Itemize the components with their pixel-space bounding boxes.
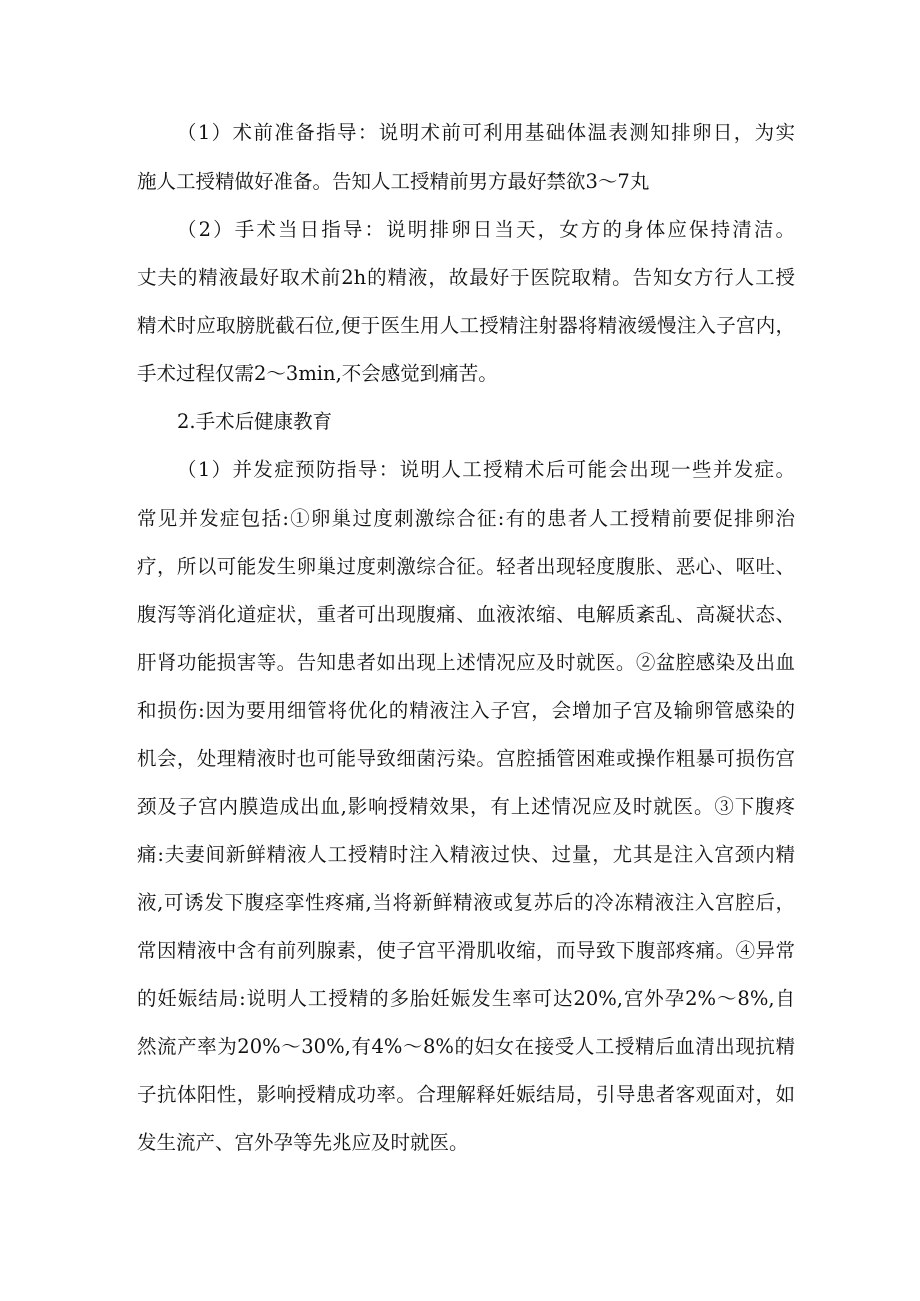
paragraph-complications-line: 和损伤:因为要用细管将优化的精液注入子宫，会增加子宫及输卵管感染的 [137, 699, 795, 722]
paragraph-complications-line: 颈及子宫内膜造成出血,影响授精效果，有上述情况应及时就医。③下腹疼 [137, 795, 795, 818]
paragraph-complications-line: 疗，所以可能发生卵巢过度刺激综合征。轻者出现轻度腹胀、恶心、呕吐、 [137, 555, 795, 578]
paragraph-surgery-day-line: （2）手术当日指导：说明排卵日当天，女方的身体应保持清洁。 [177, 218, 795, 241]
paragraph-surgery-day-line: 丈夫的精液最好取术前2h的精液，故最好于医院取精。告知女方行人工授 [137, 266, 795, 289]
paragraph-preop-line: 施人工授精做好准备。告知人工授精前男方最好禁欲3～7丸 [137, 170, 650, 193]
paragraph-complications-line: 发生流产、宫外孕等先兆应及时就医。 [137, 1131, 469, 1154]
paragraph-complications-line: 常见并发症包括:①卵巢过度刺激综合征:有的患者人工授精前要促排卵治 [137, 507, 795, 530]
paragraph-complications-line: 肝肾功能损害等。告知患者如出现上述情况应及时就医。②盆腔感染及出血 [137, 651, 795, 674]
paragraph-complications-line: 机会，处理精液时也可能导致细菌污染。宫腔插管困难或操作粗暴可损伤宫 [137, 747, 795, 770]
paragraph-complications-line: 痛:夫妻间新鲜精液人工授精时注入精液过快、过量，尤其是注入宫颈内精 [137, 843, 795, 866]
paragraph-complications-line: 腹泻等消化道症状，重者可出现腹痛、血液浓缩、电解质紊乱、高凝状态、 [137, 603, 795, 626]
paragraph-preop-line: （1）术前准备指导：说明术前可利用基础体温表测知排卵日，为实 [177, 121, 795, 144]
paragraph-complications-line: 的妊娠结局:说明人工授精的多胎妊娠发生率可达20%,宫外孕2%～8%,自 [137, 987, 795, 1010]
paragraph-complications-line: 子抗体阳性，影响授精成功率。合理解释妊娠结局，引导患者客观面对，如 [137, 1083, 795, 1106]
section-heading-postop: 2.手术后健康教育 [177, 410, 333, 433]
paragraph-complications-line: 液,可诱发下腹痉挛性疼痛,当将新鲜精液或复苏后的冷冻精液注入宫腔后， [137, 891, 795, 914]
paragraph-complications-line: （1）并发症预防指导：说明人工授精术后可能会出现一些并发症。 [177, 458, 795, 481]
paragraph-complications-line: 常因精液中含有前列腺素，使子宫平滑肌收缩，而导致下腹部疼痛。④异常 [137, 939, 795, 962]
paragraph-surgery-day-line: 精术时应取膀胱截石位,便于医生用人工授精注射器将精液缓慢注入子宫内， [137, 314, 795, 337]
paragraph-complications-line: 然流产率为20%～30%,有4%～8%的妇女在接受人工授精后血清出现抗精 [137, 1035, 795, 1058]
paragraph-surgery-day-line: 手术过程仅需2～3min,不会感觉到痛苦。 [137, 362, 498, 385]
